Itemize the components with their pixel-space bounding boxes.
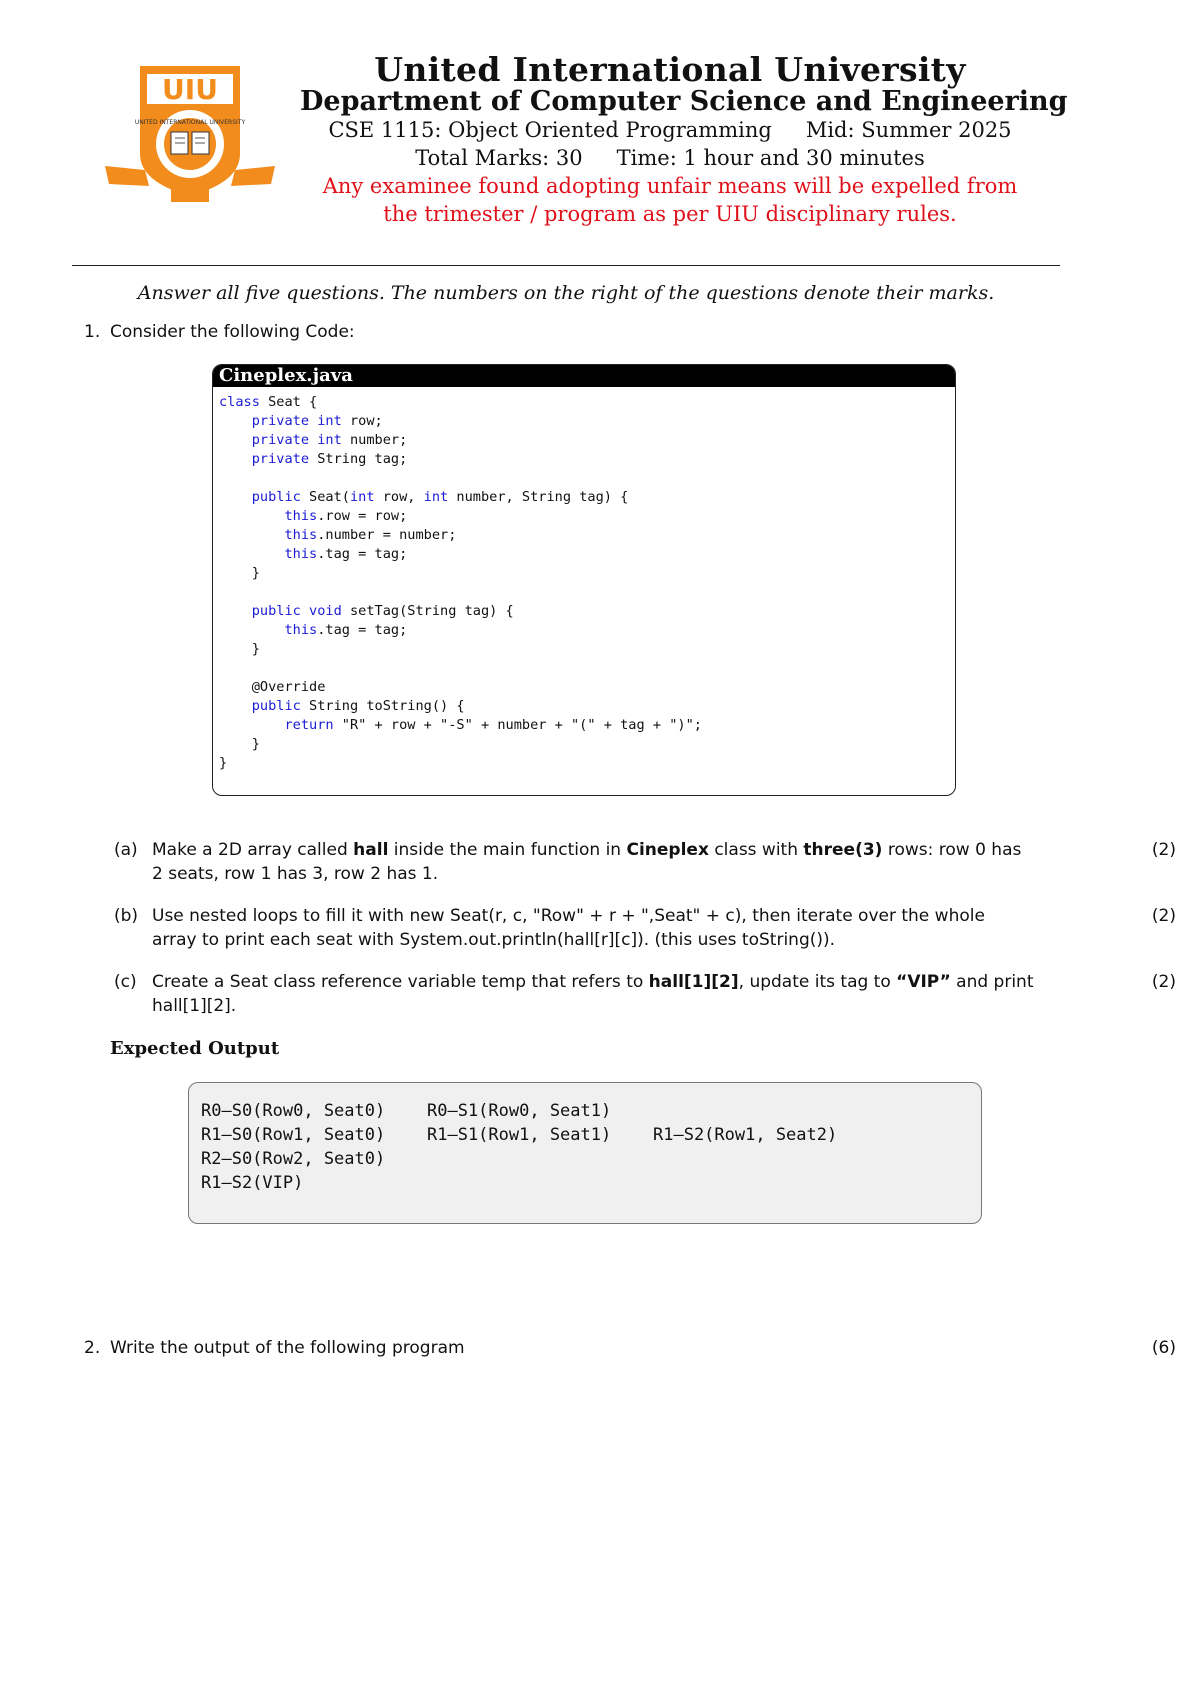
output-cell: R1–S1(Row1, Seat1): [427, 1125, 612, 1145]
exam-time: Time: 1 hour and 30 minutes: [616, 146, 925, 170]
part-a-seg: class with: [708, 840, 804, 860]
code-file-title: Cineplex.java: [213, 365, 955, 387]
code-line: @Override: [219, 679, 326, 695]
code-line: public String toString() {: [251, 698, 465, 714]
code-listing: [212, 364, 956, 796]
department-name: Department of Computer Science and Engineering: [300, 86, 1068, 117]
code-line: private int row;: [251, 413, 383, 429]
code-line: this.row = row;: [284, 508, 408, 524]
part-c-seg: and print: [950, 972, 1034, 992]
question-2-marks: (6): [1151, 1338, 1176, 1358]
code-line: private String tag;: [251, 451, 408, 467]
code-line: return "R" + row + "-S" + number + "(" + tag + ")";: [284, 717, 702, 733]
code-line: this.tag = tag;: [284, 622, 408, 638]
code-line: public void setTag(String tag) {: [251, 603, 514, 619]
part-a-bold: hall: [353, 840, 389, 860]
question-1-text: Consider the following Code:: [110, 322, 355, 342]
output-cell: R0–S1(Row0, Seat1): [427, 1101, 612, 1121]
part-c-text: [152, 970, 1060, 1018]
course-line: [300, 118, 1040, 142]
code-line: [219, 583, 949, 602]
warning-line-1: Any examinee found adopting unfair means will be expelled from: [322, 174, 1018, 198]
part-a-text: [152, 838, 1060, 886]
header-divider: [72, 265, 1060, 266]
part-c-bold: “VIP”: [896, 972, 951, 992]
part-a-seg: rows: row 0 has: [882, 840, 1022, 860]
university-name: United International University: [374, 50, 966, 89]
part-b-marks: (2): [1151, 906, 1176, 926]
part-b-text: [152, 904, 1060, 952]
question-2-text: Write the output of the following program: [110, 1338, 465, 1358]
part-a-bold: three(3): [803, 840, 883, 860]
marks-time-line: [300, 146, 1040, 170]
code-body: [213, 387, 955, 773]
part-c-seg: Create a Seat class reference variable temp that refers to: [152, 972, 649, 992]
code-line: private int number;: [251, 432, 408, 448]
part-a-seg: Make a 2D array called: [152, 840, 354, 860]
course-title: CSE 1115: Object Oriented Programming: [328, 118, 772, 142]
part-c-marks: (2): [1151, 972, 1176, 992]
code-line: [219, 469, 949, 488]
code-line: }: [219, 565, 260, 581]
part-a-label: (a): [114, 840, 138, 860]
output-cell: R1–S0(Row1, Seat0): [201, 1125, 386, 1145]
part-c-bold: hall[1][2]: [648, 972, 739, 992]
part-a-bold: Cineplex: [626, 840, 709, 860]
output-cell: R2–S0(Row2, Seat0): [201, 1149, 386, 1169]
svg-text:UNITED INTERNATIONAL UNIVERSIT: UNITED INTERNATIONAL UNIVERSITY: [134, 119, 246, 126]
code-line: public Seat(int row, int number, String tag) {: [251, 489, 629, 505]
code-line: this.tag = tag;: [284, 546, 408, 562]
code-line: [219, 659, 949, 678]
exam-instructions: Answer all five questions. The numbers on the right of the questions denote their marks.: [137, 282, 995, 304]
part-b-line2: array to print each seat with System.out.println(hall[r][c]). (this uses toString()).: [152, 930, 836, 950]
output-cell: R1–S2(VIP): [201, 1173, 304, 1193]
part-a-seg: inside the main function in: [388, 840, 627, 860]
code-line: }: [219, 755, 228, 771]
part-a-marks: (2): [1151, 840, 1176, 860]
code-line: this.number = number;: [284, 527, 457, 543]
question-1-number: 1.: [84, 322, 101, 342]
code-line: }: [219, 641, 260, 657]
part-c-label: (c): [114, 972, 137, 992]
part-c-seg: , update its tag to: [738, 972, 897, 992]
total-marks: Total Marks: 30: [415, 146, 583, 170]
warning-line-2: the trimester / program as per UIU disciplinary rules.: [383, 202, 957, 226]
university-logo: [105, 62, 275, 212]
part-c-line2: hall[1][2].: [152, 996, 237, 1016]
svg-text:UIU: UIU: [162, 73, 218, 106]
part-b-label: (b): [114, 906, 139, 926]
question-2-number: 2.: [84, 1338, 101, 1358]
part-b-line1: Use nested loops to fill it with new Seat(r, c, "Row" + r + ",Seat" + c), then iterate over the whole: [152, 906, 985, 926]
uiu-logo-graphic: [105, 62, 275, 212]
expected-output-heading: Expected Output: [110, 1038, 280, 1059]
expected-output-box: [188, 1082, 982, 1224]
output-cell: R1–S2(Row1, Seat2): [653, 1125, 838, 1145]
part-a-line2: 2 seats, row 1 has 3, row 2 has 1.: [152, 864, 439, 884]
code-line: }: [219, 736, 260, 752]
output-cell: R0–S0(Row0, Seat0): [201, 1101, 386, 1121]
code-line: class Seat {: [219, 394, 318, 410]
exam-name: Mid: Summer 2025: [805, 118, 1012, 142]
